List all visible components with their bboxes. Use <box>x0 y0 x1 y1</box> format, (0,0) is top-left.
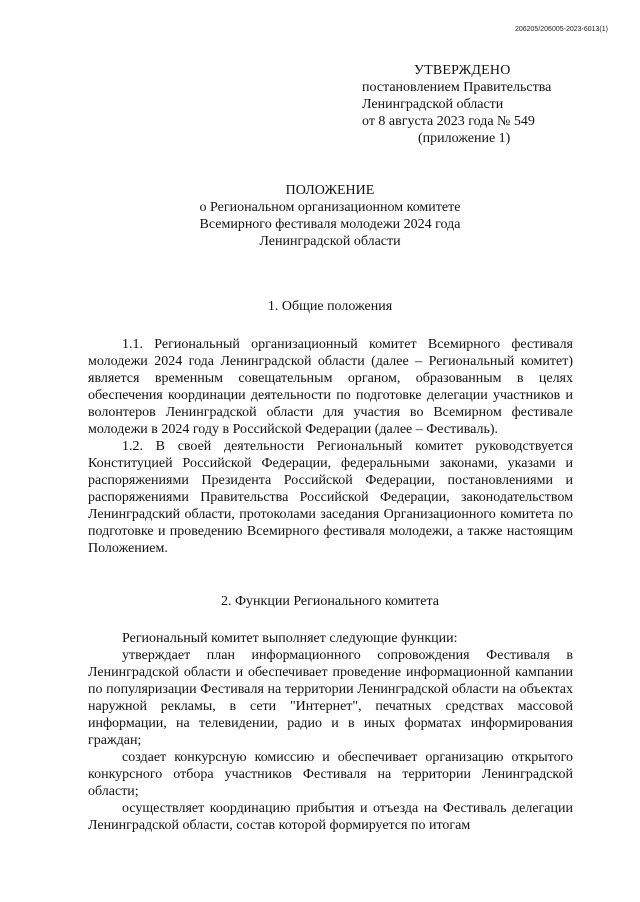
section-body-functions <box>88 630 573 834</box>
approval-line: постановлением Правительства <box>362 80 552 95</box>
document-title <box>60 182 600 250</box>
section-heading-functions: 2. Функции Регионального комитета <box>221 594 439 609</box>
approval-title: УТВЕРЖДЕНО <box>414 63 511 78</box>
paragraph: осуществляет координацию прибытия и отъезда на Фестиваль делегации Ленинградской области, состав которой формируется по итогам <box>88 801 573 833</box>
section-heading-general: 1. Общие положения <box>267 299 393 314</box>
approval-block <box>362 62 592 147</box>
document-title-line: Всемирного фестиваля молодежи 2024 года <box>199 217 461 232</box>
paragraph: Региональный комитет выполняет следующие функции: <box>122 631 458 646</box>
approval-line: Ленинградской области <box>362 97 504 112</box>
paragraph: создает конкурсную комиссию и обеспечивает организацию открытого конкурсного отбора участников Фестиваля на территории Ленинградской области; <box>88 750 573 799</box>
approval-annex: (приложение 1) <box>418 131 511 146</box>
document-title-main: ПОЛОЖЕНИЕ <box>285 183 375 198</box>
document-title-line: Ленинградской области <box>259 234 401 249</box>
paragraph: 1.1. Региональный организационный комитет Всемирного фестиваля молодежи 2024 года Ленинградской области (далее – Региональный комитет) является временным совещательным органом, образованным в целях обеспечения координации деятельности по подготовке делегации участников и волонтеров Ленинградской области для участия во Всемирном фестивале молодежи в 2024 году в Российской Федерации (далее – Фестиваль). <box>88 337 573 437</box>
paragraph: утверждает план информационного сопровождения Фестиваля в Ленинградской области и обеспечивает проведение информационной кампании по популяризации Фестиваля на территории Ленинградской области на объектах наружной рекламы, в сети "Интернет", печатных средствах массовой информации, на телевидении, радио и в иных форматах информирования граждан; <box>88 648 573 748</box>
paragraph: 1.2. В своей деятельности Региональный комитет руководствуется Конституцией Российской Федерации, федеральными законами, указами и распоряжениями Президента Российской Федерации, постановлениями и распоряжениями Правительства Российской Федерации, законодательством Ленинградский области, протоколами заседания Организационного комитета по подготовке и проведению Всемирного фестиваля молодежи, а также настоящим Положением. <box>88 439 573 556</box>
section-body-general <box>88 336 573 557</box>
approval-line: от 8 августа 2023 года № 549 <box>362 114 535 129</box>
document-title-line: о Региональном организационном комитете <box>199 200 461 215</box>
document-number: 206205/206005-2023-6013(1) <box>514 26 608 33</box>
